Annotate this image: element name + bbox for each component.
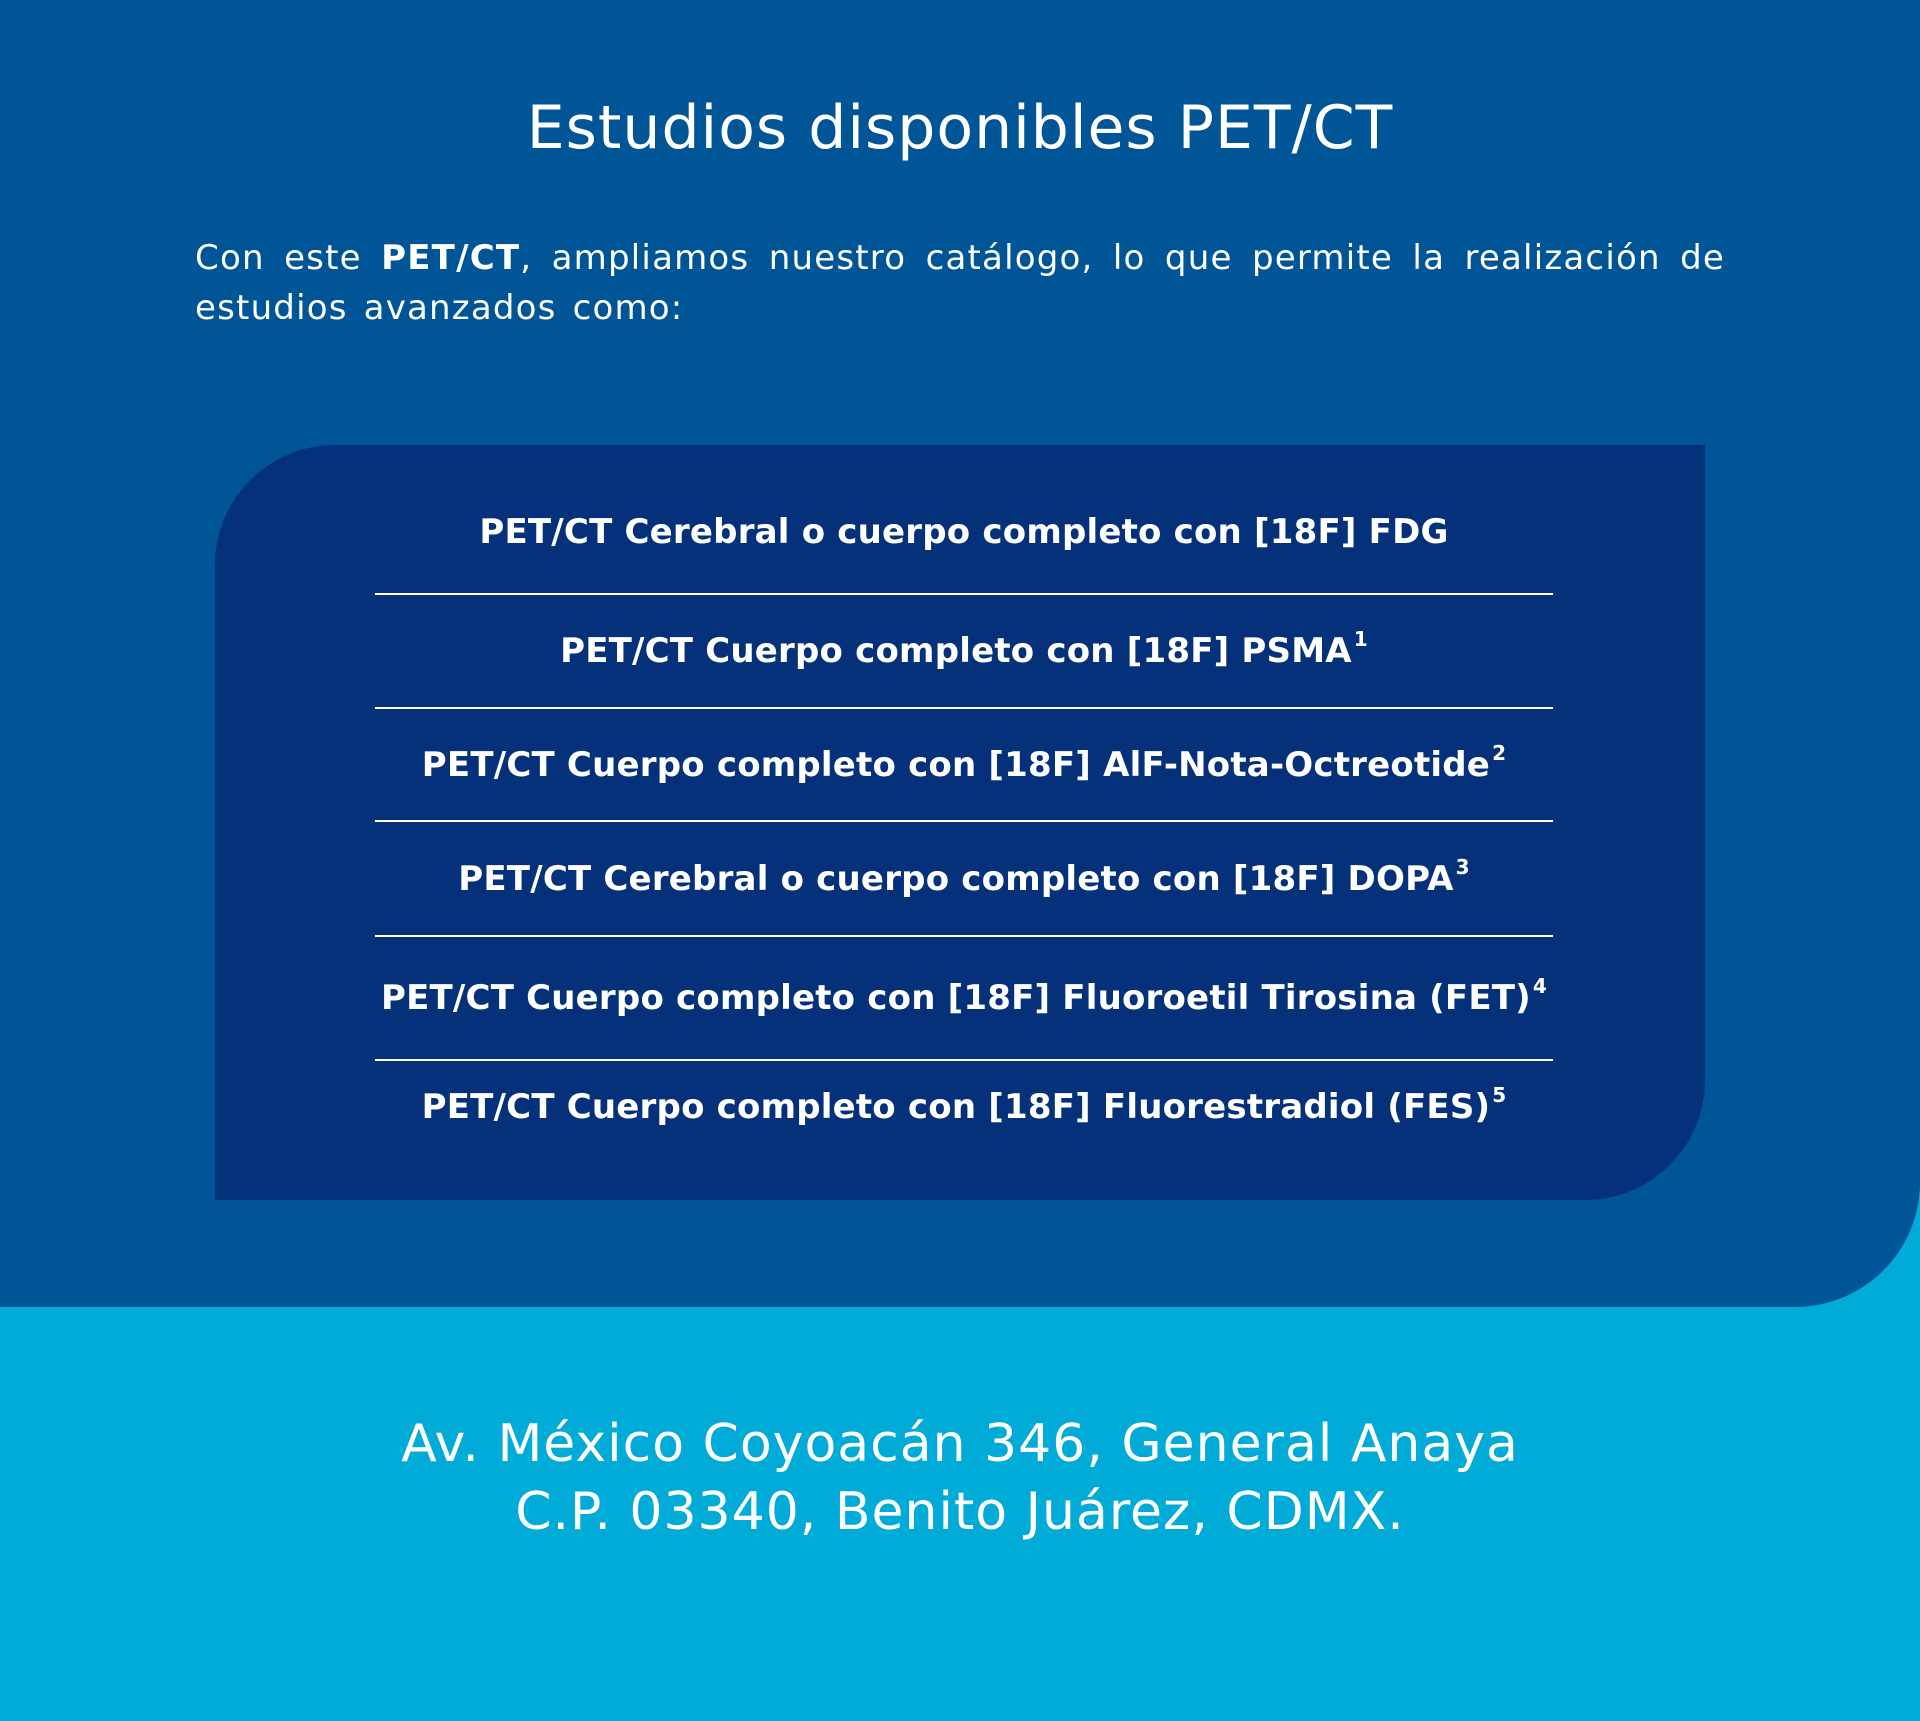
study-item bbox=[375, 822, 1553, 937]
address bbox=[0, 1410, 1920, 1546]
footnote-marker: 3 bbox=[1455, 854, 1470, 879]
footnote-marker: 4 bbox=[1532, 974, 1548, 998]
footnote-marker: 5 bbox=[1492, 1083, 1507, 1107]
address-line-2: C.P. 03340, Benito Juárez, CDMX. bbox=[515, 1482, 1405, 1542]
studies-list bbox=[375, 445, 1553, 1159]
study-item bbox=[375, 595, 1553, 709]
study-label: PET/CT Cerebral o cuerpo completo con [18F] DOPA bbox=[458, 858, 1454, 899]
study-label: PET/CT Cuerpo completo con [18F] Fluoroetil Tirosina (FET) bbox=[380, 978, 1531, 1018]
study-label: PET/CT Cuerpo completo con [18F] PSMA bbox=[560, 631, 1352, 671]
study-label: PET/CT Cuerpo completo con [18F] AlF-Nota-Octreotide bbox=[421, 744, 1491, 785]
intro-text-start: Con este bbox=[195, 238, 382, 278]
study-item bbox=[375, 709, 1553, 822]
study-item bbox=[375, 937, 1553, 1061]
footnote-marker: 1 bbox=[1353, 627, 1368, 651]
address-line-1: Av. México Coyoacán 346, General Anaya bbox=[401, 1414, 1519, 1474]
footnote-marker: 2 bbox=[1492, 740, 1507, 765]
study-item bbox=[375, 445, 1553, 595]
intro-paragraph bbox=[195, 233, 1725, 333]
studies-card bbox=[215, 445, 1705, 1200]
intro-bold-term: PET/CT bbox=[381, 238, 521, 278]
study-label: PET/CT Cuerpo completo con [18F] Fluorestradiol (FES) bbox=[421, 1087, 1491, 1127]
page-title: Estudios disponibles PET/CT bbox=[526, 93, 1394, 163]
intro-text-end: , ampliamos nuestro catálogo, lo que permite la realización de estudios avanzados como: bbox=[195, 238, 1726, 328]
study-label: PET/CT Cerebral o cuerpo completo con [18F] FDG bbox=[479, 511, 1449, 552]
study-item bbox=[375, 1061, 1553, 1159]
